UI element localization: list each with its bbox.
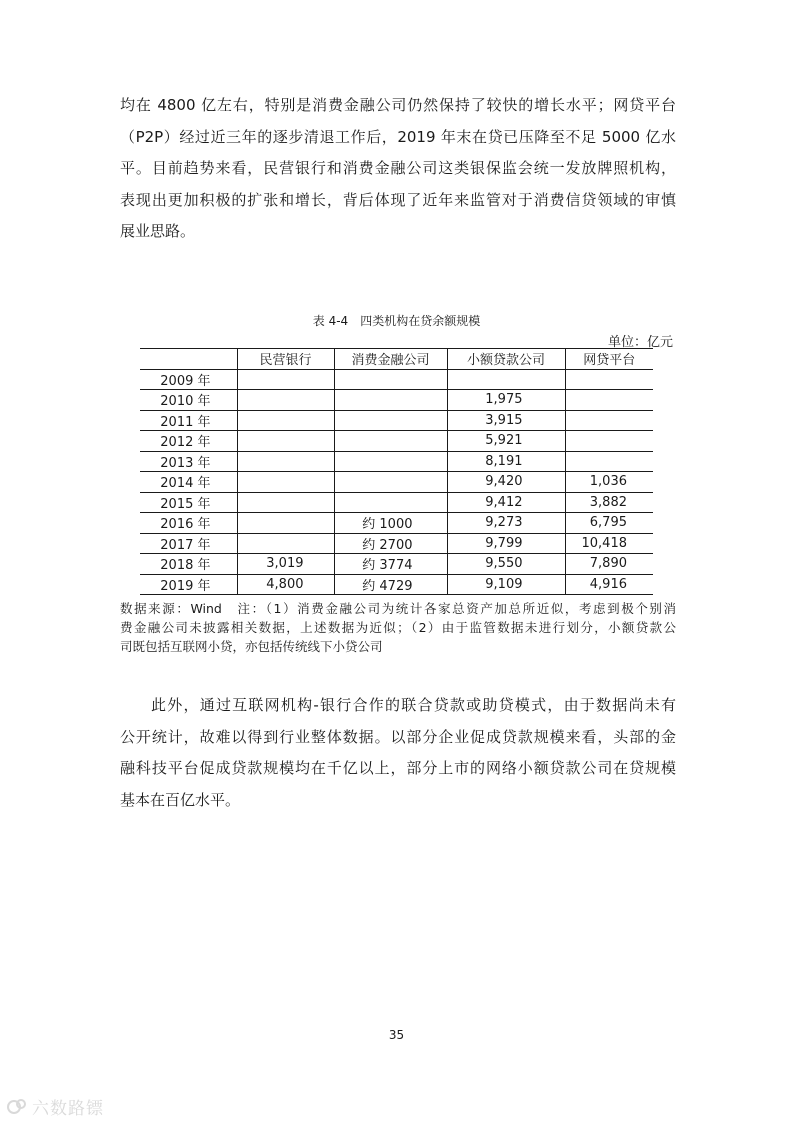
table-cell: 9,799 <box>447 533 565 554</box>
table-cell: 9,420 <box>447 472 565 493</box>
table-row <box>140 492 653 513</box>
table-cell <box>334 390 447 411</box>
watermark <box>6 1094 104 1119</box>
table-cell-year: 2013 年 <box>140 451 237 472</box>
table-cell <box>237 431 334 452</box>
note-line: 费金融公司未披露相关数据，上述数据为近似；（2）由于监管数据未进行划分，小额贷款公 <box>120 620 676 635</box>
watermark-logo-icon <box>6 1096 28 1118</box>
table-cell-year: 2018 年 <box>140 554 237 575</box>
table-row <box>140 410 653 431</box>
paragraph-line: 均在 4800 亿左右，特别是消费金融公司仍然保持了较快的增长水平；网贷平台 <box>120 96 676 114</box>
paragraph-line: 表现出更加积极的扩张和增长，背后体现了近年来监管对于消费信贷领域的审慎 <box>120 190 676 209</box>
table-cell: 9,412 <box>447 492 565 513</box>
table-cell: 8,191 <box>447 451 565 472</box>
table-header-cell <box>140 349 237 370</box>
table-cell <box>237 451 334 472</box>
table-cell: 1,036 <box>565 472 653 493</box>
table-cell: 9,109 <box>447 574 565 595</box>
table-cell: 3,019 <box>237 554 334 575</box>
table-cell-year: 2014 年 <box>140 472 237 493</box>
table-row <box>140 472 653 493</box>
table-cell: 9,550 <box>447 554 565 575</box>
table-cell <box>237 492 334 513</box>
watermark-text: 六数路镖 <box>32 1099 104 1119</box>
paragraph-line: 公开统计，故难以得到行业整体数据。以部分企业促成贷款规模来看，头部的金 <box>120 727 676 746</box>
table-cell: 1,975 <box>447 390 565 411</box>
table-cell: 约 1000 <box>334 513 447 534</box>
table-cell: 4,916 <box>565 574 653 595</box>
table-cell <box>334 492 447 513</box>
table-cell <box>334 410 447 431</box>
table-cell: 约 4729 <box>334 574 447 595</box>
table-row <box>140 574 653 595</box>
table-cell-year: 2009 年 <box>140 369 237 390</box>
table-header-cell: 民营银行 <box>237 349 334 370</box>
paragraph-line: 平。目前趋势来看，民营银行和消费金融公司这类银保监会统一发放牌照机构， <box>120 159 676 177</box>
paragraph-line: 融科技平台促成贷款规模均在千亿以上，部分上市的网络小额贷款公司在贷规模 <box>120 759 676 777</box>
table-cell <box>565 390 653 411</box>
paragraph-line: 基本在百亿水平。 <box>120 790 241 809</box>
note-line: 司既包括互联网小贷，亦包括传统线下小贷公司 <box>120 639 383 654</box>
table-header-row <box>140 349 653 370</box>
table-cell: 6,795 <box>565 513 653 534</box>
paragraph-cooperation <box>120 690 676 816</box>
table-cell: 约 3774 <box>334 554 447 575</box>
table-cell <box>565 410 653 431</box>
table-row <box>140 369 653 390</box>
table-cell: 4,800 <box>237 574 334 595</box>
table-unit: 单位：亿元 <box>607 335 673 350</box>
table-header-cell: 网贷平台 <box>565 349 653 370</box>
table-cell-year: 2010 年 <box>140 390 237 411</box>
table-cell <box>565 431 653 452</box>
table-row <box>140 513 653 534</box>
table-cell <box>237 472 334 493</box>
table-cell-year: 2015 年 <box>140 492 237 513</box>
table-cell-year: 2019 年 <box>140 574 237 595</box>
table-row <box>140 554 653 575</box>
table-row <box>140 431 653 452</box>
paragraph-line: 展业思路。 <box>120 222 196 240</box>
paragraph-line: 此外，通过互联网机构-银行合作的联合贷款或助贷模式，由于数据尚未有 <box>151 696 676 714</box>
table-cell <box>565 451 653 472</box>
paragraph-intro <box>120 90 676 248</box>
table-cell <box>237 533 334 554</box>
table-cell <box>334 472 447 493</box>
table-cell: 3,882 <box>565 492 653 513</box>
table-cell-year: 2012 年 <box>140 431 237 452</box>
table-cell <box>237 410 334 431</box>
table-cell-year: 2011 年 <box>140 410 237 431</box>
table-cell <box>447 369 565 390</box>
table-cell <box>565 369 653 390</box>
page-number: 35 <box>388 1028 405 1042</box>
table-cell <box>237 513 334 534</box>
table-cell: 7,890 <box>565 554 653 575</box>
table-cell: 3,915 <box>447 410 565 431</box>
table-cell: 10,418 <box>565 533 653 554</box>
table-header-cell: 小额贷款公司 <box>447 349 565 370</box>
table-cell <box>237 390 334 411</box>
table-title: 表 4-4 四类机构在贷余额规模 <box>312 314 481 328</box>
table-note <box>120 599 676 656</box>
note-line: 数据来源：Wind 注：（1）消费金融公司为统计各家总资产加总所近似，考虑到极个别消 <box>120 601 676 616</box>
table-cell: 5,921 <box>447 431 565 452</box>
table-cell <box>237 369 334 390</box>
table-cell: 9,273 <box>447 513 565 534</box>
table-cell-year: 2016 年 <box>140 513 237 534</box>
table-row <box>140 390 653 411</box>
paragraph-line: （P2P）经过近三年的逐步清退工作后，2019 年末在贷已压降至不足 5000 亿水 <box>120 127 676 146</box>
table-cell <box>334 451 447 472</box>
table-header-cell: 消费金融公司 <box>334 349 447 370</box>
table-cell <box>334 369 447 390</box>
table-row <box>140 533 653 554</box>
table-cell <box>334 431 447 452</box>
table-cell-year: 2017 年 <box>140 533 237 554</box>
table-row <box>140 451 653 472</box>
loan-balance-table <box>140 348 653 595</box>
table-cell: 约 2700 <box>334 533 447 554</box>
